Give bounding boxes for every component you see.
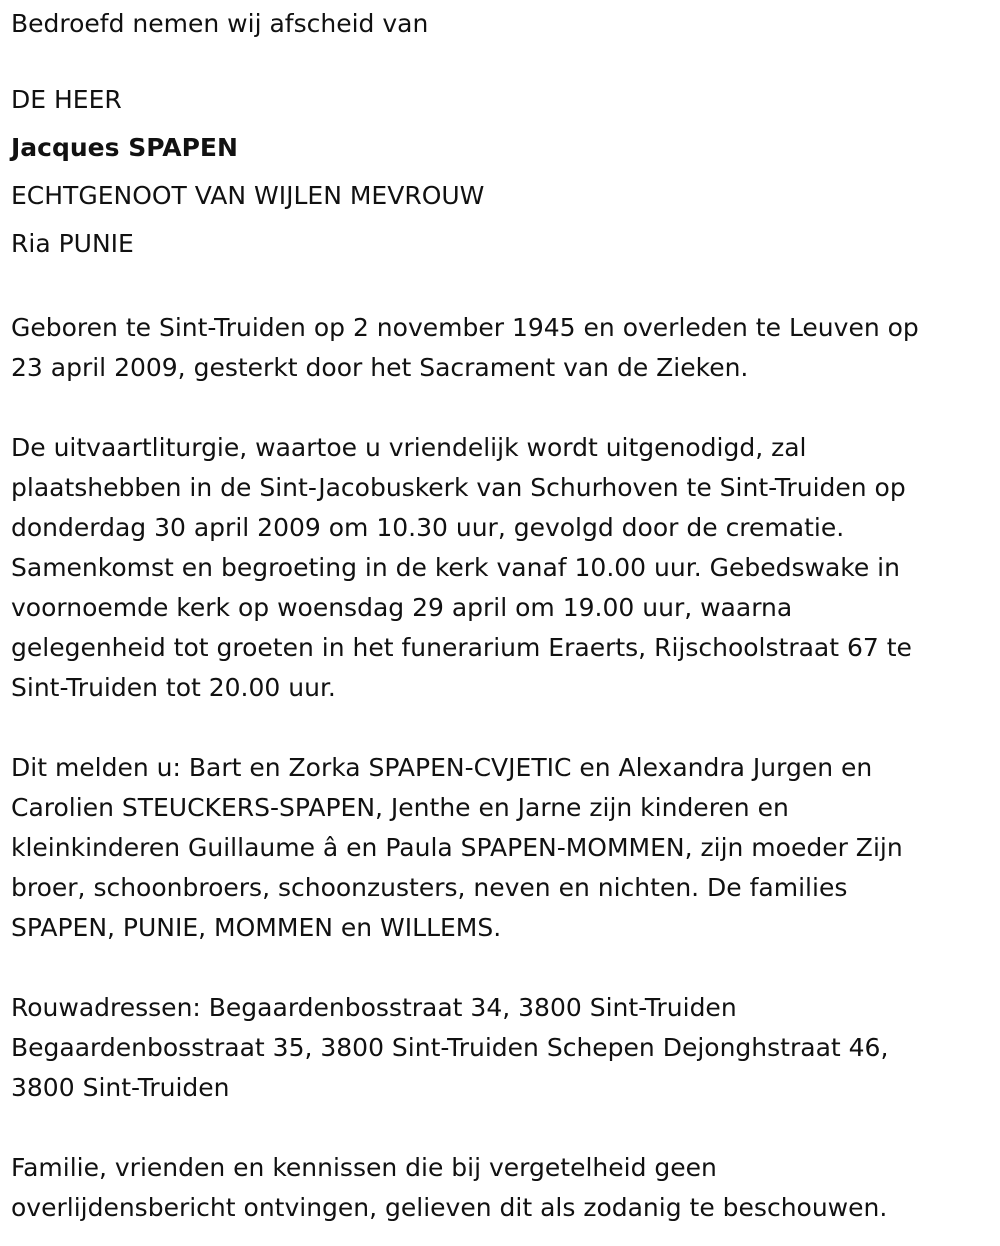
family-line: Dit melden u: Bart en Zorka SPAPEN-CVJETIC en Alexandra Jurgen en <box>11 753 873 782</box>
birth-line: 23 april 2009, gesterkt door het Sacrament van de Zieken. <box>11 353 749 382</box>
deceased-name: Jacques SPAPEN <box>11 133 238 162</box>
funeral-line: Sint-Truiden tot 20.00 uur. <box>11 673 336 702</box>
closing-line: Familie, vrienden en kennissen die bij vergetelheid geen <box>11 1153 717 1182</box>
address-line: Rouwadressen: Begaardenbosstraat 34, 3800 Sint-Truiden <box>11 993 737 1022</box>
funeral-line: plaatshebben in de Sint-Jacobuskerk van Schurhoven te Sint-Truiden op <box>11 473 906 502</box>
closing-line: overlijdensbericht ontvingen, gelieven dit als zodanig te beschouwen. <box>11 1193 888 1222</box>
funeral-line: donderdag 30 april 2009 om 10.30 uur, gevolgd door de crematie. <box>11 513 845 542</box>
intro-text: Bedroefd nemen wij afscheid van <box>11 9 429 38</box>
address-line: 3800 Sint-Truiden <box>11 1073 230 1102</box>
family-line: broer, schoonbroers, schoonzusters, neven en nichten. De families <box>11 873 848 902</box>
address-line: Begaardenbosstraat 35, 3800 Sint-Truiden Schepen Dejonghstraat 46, <box>11 1033 889 1062</box>
closing-paragraph <box>11 1148 982 1228</box>
funeral-line: De uitvaartliturgie, waartoe u vriendelijk wordt uitgenodigd, zal <box>11 433 807 462</box>
relation-text: ECHTGENOOT VAN WIJLEN MEVROUW <box>11 181 485 210</box>
addresses-paragraph <box>11 988 982 1108</box>
title-text: DE HEER <box>11 85 122 114</box>
deceased-header <box>11 76 982 268</box>
birth-line: Geboren te Sint-Truiden op 2 november 1945 en overleden te Leuven op <box>11 313 919 342</box>
funeral-line: Samenkomst en begroeting in de kerk vanaf 10.00 uur. Gebedswake in <box>11 553 900 582</box>
funeral-line: gelegenheid tot groeten in het funerarium Eraerts, Rijschoolstraat 67 te <box>11 633 912 662</box>
funeral-line: voornoemde kerk op woensdag 29 april om 19.00 uur, waarna <box>11 593 793 622</box>
funeral-paragraph <box>11 428 982 708</box>
family-line: Carolien STEUCKERS-SPAPEN, Jenthe en Jarne zijn kinderen en <box>11 793 789 822</box>
birth-paragraph <box>11 308 982 388</box>
spouse-name: Ria PUNIE <box>11 229 134 258</box>
family-line: SPAPEN, PUNIE, MOMMEN en WILLEMS. <box>11 913 502 942</box>
family-line: kleinkinderen Guillaume â en Paula SPAPEN-MOMMEN, zijn moeder Zijn <box>11 833 903 862</box>
family-paragraph <box>11 748 982 948</box>
